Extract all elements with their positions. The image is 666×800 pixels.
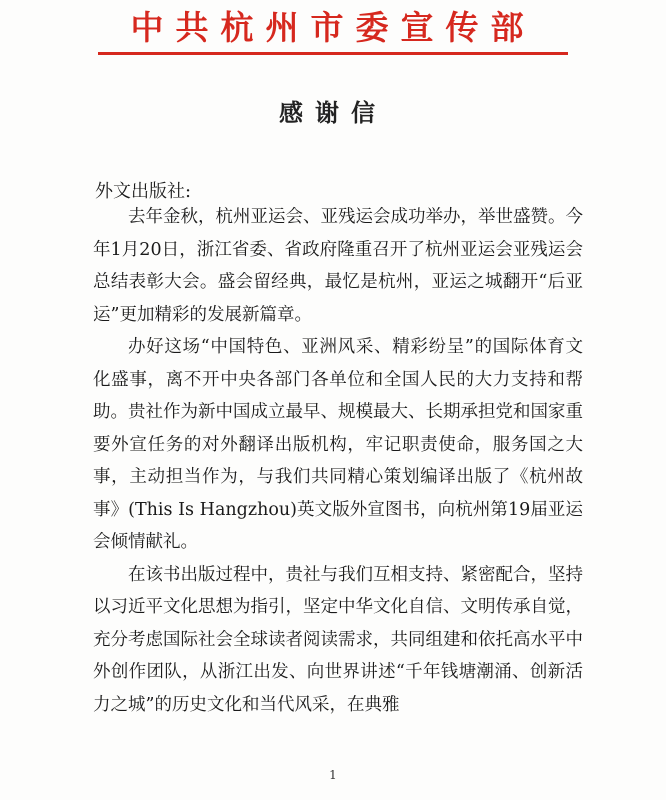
letterhead-divider	[98, 52, 568, 55]
paragraph-1: 去年金秋，杭州亚运会、亚残运会成功举办，举世盛赞。今年1月20日，浙江省委、省政府隆重召开了杭州亚运会亚残运会总结表彰大会。盛会留经典，最忆是杭州，亚运之城翻开“后亚运”更加精彩的发展新篇章。	[93, 207, 583, 325]
letterhead-org-name: 中共杭州市委宣传部	[130, 8, 536, 47]
salutation: 外文出版社:	[95, 181, 192, 202]
page-number: 1	[329, 768, 337, 782]
letter-body	[93, 201, 583, 721]
letter-title: 感谢信	[279, 98, 387, 127]
paragraph-3: 在该书出版过程中，贵社与我们互相支持、紧密配合，坚持以习近平文化思想为指引，坚定中华文化自信、文明传承自觉，充分考虑国际社会全球读者阅读需求，共同组建和依托高水平中外创作团队，从浙江出发、向世界讲述“千年钱塘潮涌、创新活力之城”的历史文化和当代风采，在典雅	[93, 564, 583, 715]
paragraph-2: 办好这场“中国特色、亚洲风采、精彩纷呈”的国际体育文化盛事，离不开中央各部门各单位和全国人民的大力支持和帮助。贵社作为新中国成立最早、规模最大、长期承担党和国家重要外宣任务的对外翻译出版机构，牢记职责使命，服务国之大事，主动担当作为，与我们共同精心策划编译出版了《杭州故事》(This Is Hangzhou)英文版外宣图书，向杭州第19届亚运会倾情献礼。	[93, 337, 583, 552]
